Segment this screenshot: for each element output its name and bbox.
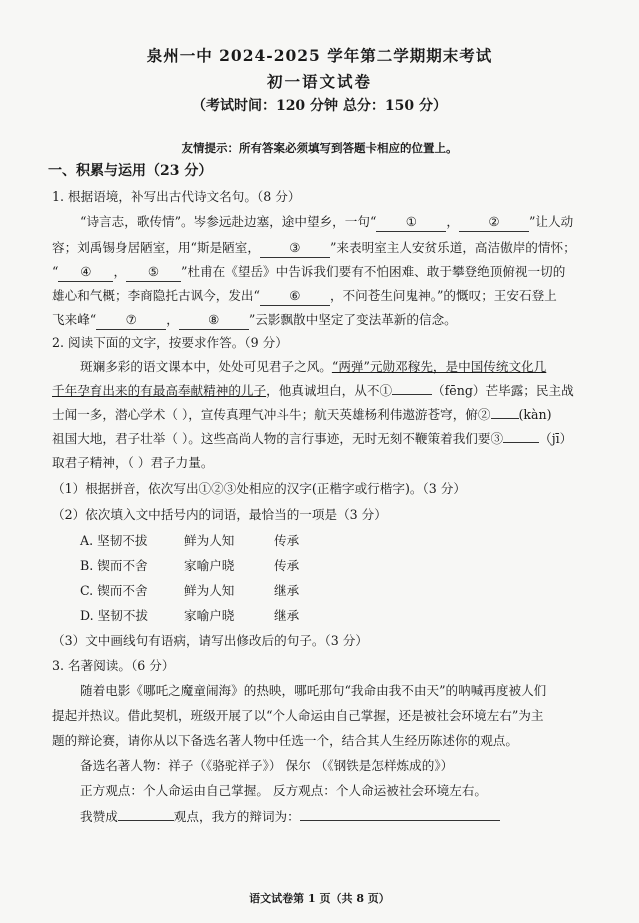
passage-text: 祖国大地，君子壮举（ ）。这些高尚人物的言行事迹，无时无刻不鞭策着我们要③ xyxy=(52,431,504,446)
pinyin-blank-1[interactable] xyxy=(392,394,432,395)
q3-viewpoints: 正方观点：个人命运由自己掌握。 反方观点：个人命运被社会环境左右。 xyxy=(80,783,488,798)
option-word: 传承 xyxy=(274,558,300,573)
option-label: C. 锲而不舍 xyxy=(80,583,148,598)
pinyin-blank-2[interactable] xyxy=(491,418,519,419)
q1-text: ”让人动 xyxy=(528,214,574,229)
q3-text: 观点，我方的辩词为： xyxy=(173,809,300,824)
q1-text: 容；刘禹锡身居陋室，用“斯是陋室， xyxy=(52,240,260,255)
q3-line-3: 题的辩论赛，请你从以下备选名著人物中任选一个，结合其人生经历陈述你的观点。 xyxy=(52,733,518,748)
option-d[interactable] xyxy=(80,607,300,625)
q1-text: 雄心和气概；李商隐托古讽今，发出“ xyxy=(52,288,260,303)
blank-2[interactable]: ② xyxy=(459,213,529,232)
passage-text: (kàn) xyxy=(518,407,552,422)
exam-time-info: （考试时间：120 分钟 总分：150 分） xyxy=(191,98,448,114)
q1-text: 飞来峰“ xyxy=(52,312,97,327)
option-label: A. 坚韧不拔 xyxy=(80,533,148,548)
q1-text: ， xyxy=(166,312,179,327)
q3-stem: 3. 名著阅读。（6 分） xyxy=(52,658,175,673)
q2-passage-3 xyxy=(52,406,552,424)
q2-passage-5: 取君子精神，（ ）君子力量。 xyxy=(52,455,214,470)
q1-text: ，不问苍生问鬼神。”的慨叹；王安石登上 xyxy=(329,288,557,303)
option-word: 传承 xyxy=(274,533,300,548)
q1-line-2 xyxy=(52,239,576,258)
q1-stem: 1. 根据语境，补写出古代诗文名句。（8 分） xyxy=(52,189,301,204)
passage-text: （fēng）芒毕露；民主战 xyxy=(432,383,574,398)
q2-passage-2 xyxy=(52,382,574,400)
blank-6[interactable]: ⑥ xyxy=(260,287,330,306)
q3-line-1: 随着电影《哪吒之魔童闹海》的热映，哪吒那句“我命由我不由天”的呐喊再度被人们 xyxy=(80,683,547,698)
q3-candidates: 备选名著人物：祥子（《骆驼祥子》） 保尔 （《钢铁是怎样炼成的》） xyxy=(80,758,454,773)
q1-line-1 xyxy=(80,213,573,232)
passage-text: ，他真诚坦白，从不① xyxy=(266,383,393,398)
q1-text: “诗言志，歌传情”。岑参远赴边塞，途中望乡，一句“ xyxy=(80,214,377,229)
stance-blank[interactable] xyxy=(118,820,174,821)
q1-text: “ xyxy=(52,264,59,279)
section-heading: 一、积累与运用（23 分） xyxy=(48,163,213,179)
option-label: D. 坚韧不拔 xyxy=(80,608,149,623)
q2-passage-4 xyxy=(52,430,572,448)
option-word: 继承 xyxy=(274,608,300,623)
option-word: 家喻户晓 xyxy=(184,608,235,623)
passage-text: 士闻一多，潜心学术（ ），宣传真理气冲斗牛；航天英雄杨利伟遨游苍穹，俯② xyxy=(52,407,491,422)
q1-text: ， xyxy=(113,264,127,279)
q3-text: 我赞成 xyxy=(80,809,118,824)
q2-stem: 2. 阅读下面的文字，按要求作答。（9 分） xyxy=(52,335,288,350)
q1-text: ”云影飘散中坚定了变法革新的信念。 xyxy=(248,312,457,327)
paper-subtitle: 初一语文试卷 xyxy=(266,72,372,91)
blank-3[interactable]: ③ xyxy=(260,239,330,258)
passage-text: 斑斓多彩的语文课本中，处处可见君子之风。 xyxy=(80,359,332,374)
exam-title: 泉州一中 2024-2025 学年第二学期期末考试 xyxy=(146,46,493,65)
q1-line-4 xyxy=(52,287,557,306)
blank-4[interactable]: ④ xyxy=(58,263,113,282)
option-word: 家喻户晓 xyxy=(184,558,235,573)
page-footer: 语文试卷第 1 页（共 8 页） xyxy=(249,892,390,905)
passage-text: （jī） xyxy=(539,431,573,446)
q1-text: ”杜甫在《望岳》中告诉我们要有不怕困难、敢于攀登绝顶俯视一切的 xyxy=(181,264,566,279)
option-b[interactable] xyxy=(80,557,300,575)
friendly-tip: 友情提示：所有答案必须填写到答题卡相应的位置上。 xyxy=(181,141,458,155)
q1-line-3 xyxy=(52,263,565,282)
option-word: 鲜为人知 xyxy=(184,533,235,548)
option-word: 鲜为人知 xyxy=(184,583,235,598)
q1-text: ， xyxy=(446,214,459,229)
q3-line-2: 提起并热议。借此契机，班级开展了以“个人命运由自己掌握，还是被社会环境左右”为主 xyxy=(52,708,544,723)
blank-5[interactable]: ⑤ xyxy=(126,263,181,282)
q1-text: ”来表明室主人安贫乐道，高洁傲岸的情怀； xyxy=(329,240,576,255)
option-c[interactable] xyxy=(80,582,300,600)
q2-sub-2: （2）依次填入文中括号内的词语，最恰当的一项是（3 分） xyxy=(52,507,387,522)
q3-answer-line xyxy=(80,808,500,826)
blank-7[interactable]: ⑦ xyxy=(96,311,166,330)
q2-passage-1 xyxy=(80,358,546,376)
underlined-sentence: “两弹”元勋邓稼先，是中国传统文化几 xyxy=(331,359,547,374)
blank-1[interactable]: ① xyxy=(376,213,446,232)
option-label: B. 锲而不舍 xyxy=(80,558,148,573)
option-word: 继承 xyxy=(274,583,300,598)
pinyin-blank-3[interactable] xyxy=(503,442,539,443)
blank-8[interactable]: ⑧ xyxy=(179,311,249,330)
q2-sub-3: （3）文中画线句有语病，请写出修改后的句子。（3 分） xyxy=(52,633,368,648)
argument-blank[interactable] xyxy=(300,820,500,821)
option-a[interactable] xyxy=(80,532,300,550)
q1-line-5 xyxy=(52,311,457,330)
underlined-sentence: 千年孕育出来的有最高奉献精神的儿子 xyxy=(52,383,267,398)
q2-sub-1: （1）根据拼音，依次写出①②③处相应的汉字(正楷字或行楷字)。（3 分） xyxy=(52,481,466,496)
